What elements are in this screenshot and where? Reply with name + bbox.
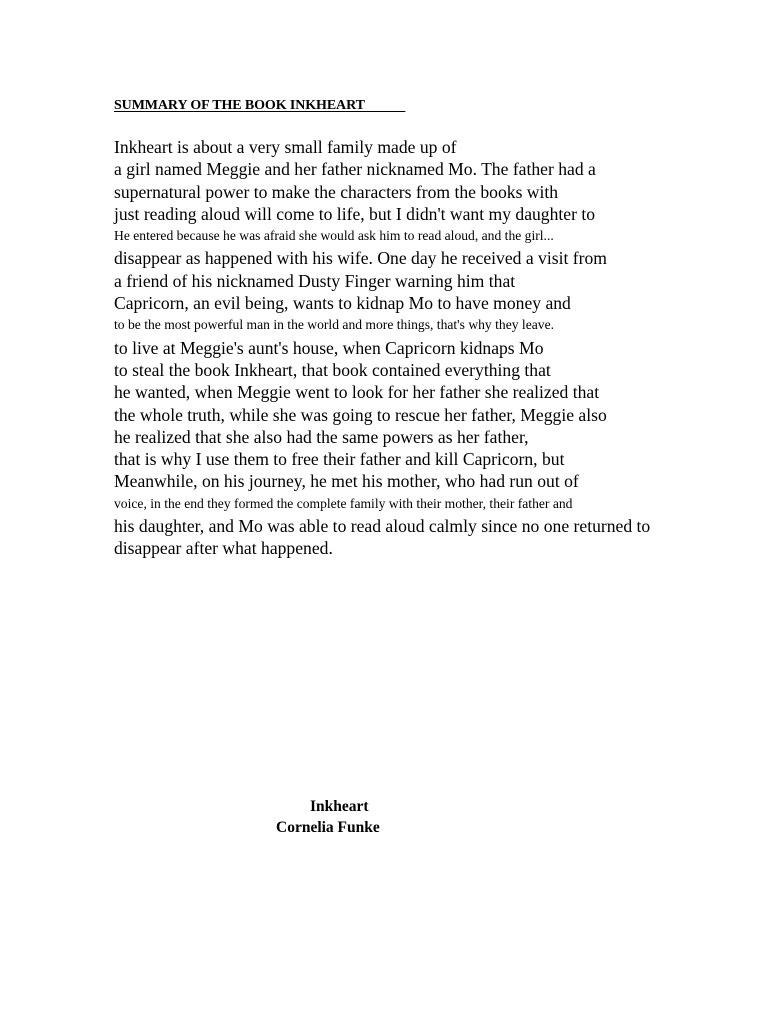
book-title: Inkheart [310, 798, 369, 815]
summary-line: disappear after what happened. [114, 538, 333, 559]
book-credit [270, 796, 420, 838]
summary-line: Meanwhile, on his journey, he met his mother, who had run out of [114, 471, 579, 492]
summary-line: a friend of his nicknamed Dusty Finger warning him that [114, 270, 516, 291]
summary-line: just reading aloud will come to life, but I didn't want my daughter to [114, 203, 596, 224]
summary-body [114, 136, 704, 560]
summary-line: Capricorn, an evil being, wants to kidnap Mo to have money and [114, 293, 571, 314]
summary-line: a girl named Meggie and her father nicknamed Mo. The father had a [114, 159, 596, 180]
summary-line: disappear as happened with his wife. One day he received a visit from [114, 248, 607, 269]
summary-line: the whole truth, while she was going to rescue her father, Meggie also [114, 404, 607, 425]
summary-line: his daughter, and Mo was able to read aloud calmly since no one returned to [114, 516, 651, 537]
summary-line: he realized that she also had the same powers as her father, [114, 426, 529, 447]
summary-line: Inkheart is about a very small family made up of [114, 137, 457, 157]
summary-line: He entered because he was afraid she would ask him to read aloud, and the girl... [114, 228, 554, 244]
book-author: Cornelia Funke [276, 819, 380, 836]
summary-line: that is why I use them to free their father and kill Capricorn, but [114, 449, 565, 470]
summary-line: voice, in the end they formed the complete family with their mother, their father and [114, 495, 573, 511]
document-heading: SUMMARY OF THE BOOK INKHEART [114, 98, 406, 113]
summary-line: to be the most powerful man in the world and more things, that's why they leave. [114, 317, 554, 333]
summary-line: to live at Meggie's aunt's house, when Capricorn kidnaps Mo [114, 337, 544, 358]
summary-line: supernatural power to make the characters from the books with [114, 181, 559, 202]
summary-line: to steal the book Inkheart, that book contained everything that [114, 359, 551, 380]
summary-line: he wanted, when Meggie went to look for her father she realized that [114, 382, 600, 403]
